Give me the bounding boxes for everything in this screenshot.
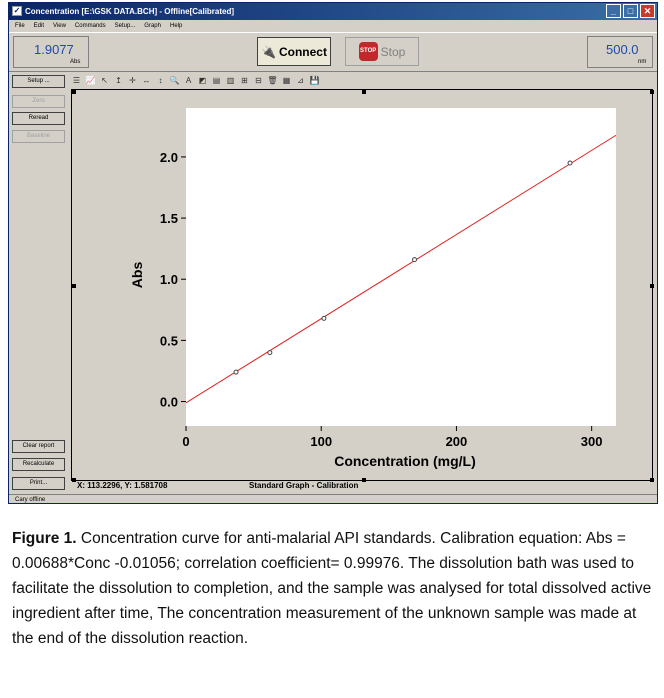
resize-handle: [72, 284, 76, 288]
connect-label: Connect: [278, 44, 327, 59]
menu-help[interactable]: Help: [169, 23, 183, 29]
save-icon[interactable]: 💾: [309, 75, 320, 85]
y-tick-label: 1.5: [159, 211, 178, 227]
baseline-icon[interactable]: ⊟: [255, 75, 262, 85]
y-tick-label: 2.0: [159, 149, 178, 165]
reread-button[interactable]: Reread: [12, 112, 65, 125]
crosshair-icon[interactable]: ✛: [129, 75, 136, 85]
resize-handle: [650, 284, 654, 288]
graph-properties-icon[interactable]: ☰: [72, 75, 81, 85]
baseline-button[interactable]: Baseline: [12, 130, 65, 143]
format-icon[interactable]: ▤: [212, 75, 221, 85]
menu-bar: [9, 20, 657, 32]
pointer-icon[interactable]: ↖: [101, 75, 108, 85]
data-point: [322, 316, 326, 320]
menu-commands[interactable]: Commands: [74, 23, 106, 29]
zero-button[interactable]: Zero: [12, 95, 65, 108]
setup-button[interactable]: Setup ...: [12, 75, 65, 88]
caption-text: Concentration curve for anti-malarial API standards. Calibration equation: Abs = 0.00688*Conc -0.01056; correlation coefficient= 0.99976. The dissolution bath was used to facilitate the dissolution to completion, and the sample was analysed for total dissolved active ingredient after time, The concentration measurement of the unknown sample was made at the end of the dissolution reaction.: [12, 530, 652, 647]
trash-icon[interactable]: 🗑: [267, 75, 278, 85]
absorbance-value: 1.9077: [34, 42, 74, 57]
wavelength-value: 500.0: [606, 42, 639, 57]
x-tick-label: 0: [182, 434, 190, 449]
app-icon: ✓: [13, 6, 21, 15]
calibration-chart: [72, 90, 654, 482]
application-window: [8, 2, 658, 504]
plug-icon: 🔌: [261, 44, 276, 59]
clear-report-button[interactable]: Clear report: [12, 440, 65, 453]
data-point: [234, 370, 238, 374]
figure-label: Figure 1.: [12, 530, 77, 547]
y-tick-label: 0.5: [159, 333, 178, 349]
close-button[interactable]: ✕: [640, 4, 655, 18]
y-tick-label: 0.0: [159, 394, 178, 410]
crosshair-up-icon[interactable]: ↥: [115, 75, 122, 85]
x-tick-label: 100: [310, 434, 333, 449]
window-controls: [606, 4, 655, 18]
data-point: [568, 161, 572, 165]
wavelength-readout: [587, 36, 653, 68]
wavelength-unit: nm: [638, 59, 647, 65]
graph-panel[interactable]: [71, 89, 653, 481]
resize-handle: [72, 478, 76, 482]
layout-icon[interactable]: ▥: [226, 75, 235, 85]
stop-label: Stop: [380, 44, 406, 59]
figure-caption: [12, 526, 652, 651]
menu-view[interactable]: View: [53, 23, 66, 29]
status-text: Cary offline: [15, 497, 46, 503]
side-panel: [9, 72, 67, 502]
stop-button[interactable]: [345, 37, 419, 66]
horizontal-cursor-icon[interactable]: ↔: [142, 75, 151, 85]
data-point: [268, 351, 272, 355]
resize-handle: [72, 90, 76, 94]
connect-button[interactable]: [257, 37, 331, 66]
resize-handle: [362, 90, 366, 94]
data-point: [413, 258, 417, 262]
maximize-button[interactable]: □: [623, 4, 638, 18]
zoom-icon[interactable]: 🔍: [169, 75, 180, 85]
window-title: Concentration [E:\GSK DATA.BCH] - Offline[Calibrated]: [25, 7, 235, 16]
vertical-cursor-icon[interactable]: ↕: [158, 75, 163, 85]
stop-sign-icon: STOP: [359, 42, 378, 61]
x-tick-label: 300: [580, 434, 603, 449]
copy-icon[interactable]: ▦: [282, 75, 291, 85]
x-tick-label: 200: [445, 434, 468, 449]
resize-handle: [650, 90, 654, 94]
x-axis-label: Concentration (mg/L): [334, 453, 476, 469]
menu-graph[interactable]: Graph: [144, 23, 161, 29]
absorbance-unit: Abs: [70, 59, 81, 65]
plot-area: [186, 108, 616, 426]
minimize-button[interactable]: _: [606, 4, 621, 18]
y-axis-label: Abs: [129, 261, 145, 289]
menu-edit[interactable]: Edit: [33, 23, 45, 29]
peaks-icon[interactable]: ⊞: [241, 75, 248, 85]
graph-toolbar: [67, 72, 657, 88]
chart-icon[interactable]: 📈: [85, 75, 96, 85]
menu-file[interactable]: File: [15, 23, 25, 29]
graph-name: Standard Graph - Calibration: [249, 481, 359, 490]
scale-icon[interactable]: ⊿: [297, 75, 304, 85]
cursor-coordinates: X: 113.2296, Y: 1.581708: [77, 481, 168, 490]
absorbance-readout: [13, 36, 89, 68]
menu-setup[interactable]: Setup...: [114, 23, 136, 29]
y-tick-label: 1.0: [159, 272, 178, 288]
text-icon[interactable]: A: [185, 75, 192, 85]
print-button[interactable]: Print...: [12, 477, 65, 490]
title-bar: [9, 3, 657, 20]
status-bar: [9, 494, 657, 504]
label-icon[interactable]: ◩: [198, 75, 207, 85]
recalculate-button[interactable]: Recalculate: [12, 458, 65, 471]
instrument-bar: [9, 32, 657, 72]
cursor-readout: [77, 481, 653, 492]
